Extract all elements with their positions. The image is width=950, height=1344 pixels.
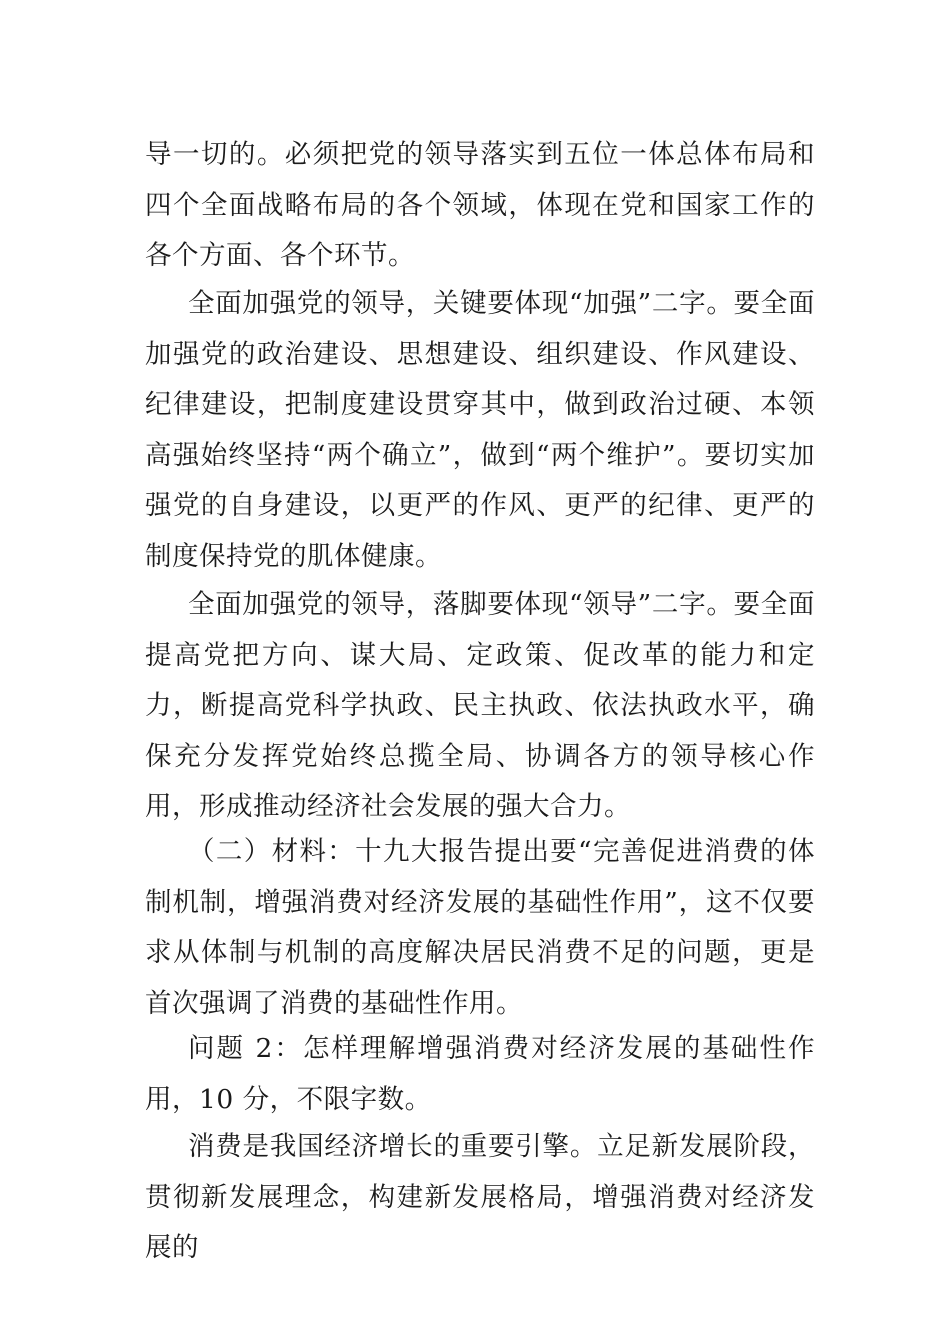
paragraph-leadership-continuation: 导一切的。必须把党的领导落实到五位一体总体布局和四个全面战略布局的各个领域，体现在党和国家工作的各个方面、各个环节。 xyxy=(145,139,815,271)
paragraph-material-two: （二）材料：十九大报告提出要“完善促进消费的体制机制，增强消费对经济发展的基础性作用”，这不仅要求从体制与机制的高度解决居民消费不足的问题，更是首次强调了消费的基础性作用。 xyxy=(145,836,815,1019)
paragraph-leadership: 全面加强党的领导，落脚要体现“领导”二字。要全面提高党把方向、谋大局、定政策、促改革的能力和定力，断提高党科学执政、民主执政、依法执政水平，确保充分发挥党始终总揽全局、协调各方的领导核心作用，形成推动经济社会发展的强大合力。 xyxy=(145,589,815,822)
paragraph-strengthen: 全面加强党的领导，关键要体现“加强”二字。要全面加强党的政治建设、思想建设、组织建设、作风建设、纪律建设，把制度建设贯穿其中，做到政治过硬、本领高强始终坚持“两个确立”，做到“两个维护”。要切实加强党的自身建设，以更严的作风、更严的纪律、更严的制度保持党的肌体健康。 xyxy=(145,288,815,572)
paragraph-consumption-answer: 消费是我国经济增长的重要引擎。立足新发展阶段，贯彻新发展理念，构建新发展格局，增强消费对经济发展的 xyxy=(145,1131,815,1263)
paragraph-question-two: 问题 2：怎样理解增强消费对经济发展的基础性作用，10 分，不限字数。 xyxy=(145,1033,815,1115)
